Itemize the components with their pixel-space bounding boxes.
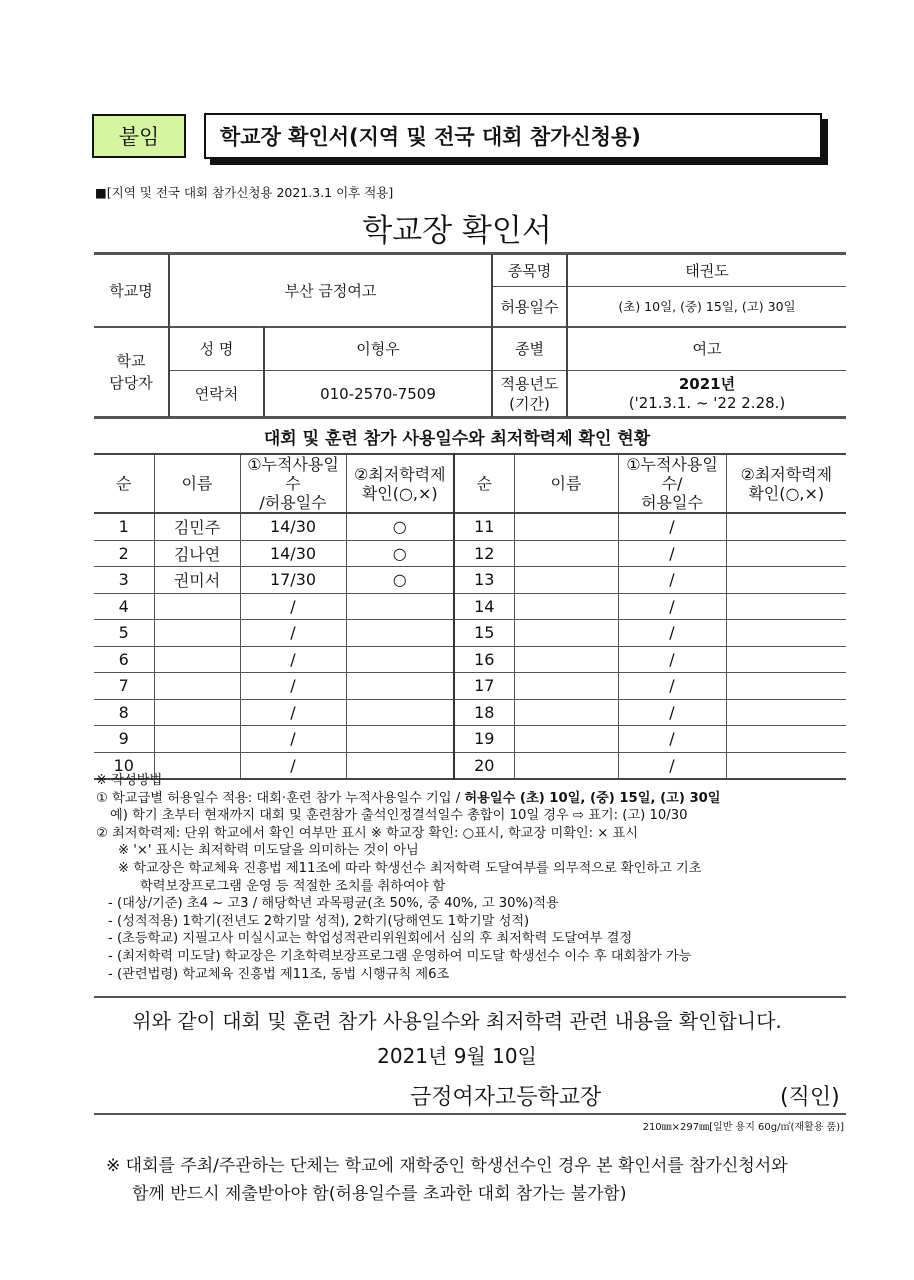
cell-no-2: 18 [454,699,514,726]
table-row [94,673,846,700]
note-7: - (초등학교) 지필고사 미실시교는 학업성적관리위원회에서 심의 후 최저학력 도달여부 결정 [108,931,633,947]
note-1 [96,790,856,808]
header-no-2: 순 [454,454,514,513]
principal-name: 금정여자고등학교장 [410,1085,602,1110]
document-title-box [204,113,822,159]
note-1-bold: 허용일수 (초) 10일, (중) 15일, (고) 30일 [464,790,721,806]
cell-name: 김나연 [154,540,240,567]
cell-no: 9 [94,726,154,753]
cell-no: 2 [94,540,154,567]
header-name-2: 이름 [514,454,618,513]
note-8: - (최저학력 미도달) 학교장은 기초학력보장프로그램 운영하여 미도달 학생선수 이수 후 대회참가 가능 [108,948,692,964]
students-table [94,453,846,780]
year-value: 2021년 [678,374,736,393]
cell-name-2 [514,567,618,594]
cell-name: 권미서 [154,567,240,594]
footer-line-1: ※ 대회를 주최/주관하는 단체는 학교에 재학중인 학생선수인 경우 본 확인서를 참가신청서와 [106,1156,788,1176]
cell-no: 4 [94,593,154,620]
cell-no-2: 20 [454,752,514,779]
table-row [94,646,846,673]
cell-days-2: / [618,699,726,726]
attachment-tag-label: 붙임 [118,125,160,149]
header-days-2: ①누적사용일수/ 허용일수 [618,454,726,513]
year-label: 적용년도 (기간) [492,371,567,417]
year-cell [567,371,846,417]
cell-check [346,699,454,726]
cell-check-2 [726,540,846,567]
cell-no-2: 13 [454,567,514,594]
days-label: 허용일수 [492,287,567,327]
cell-days: / [240,673,346,700]
cell-check-2 [726,726,846,753]
contact-value: 010-2570-7509 [264,371,492,417]
cell-no-2: 11 [454,513,514,540]
attachment-tag [92,114,186,158]
cell-days: / [240,620,346,647]
cell-no: 7 [94,673,154,700]
cell-days-2: / [618,567,726,594]
gender-label: 종별 [492,327,567,371]
sport-value: 태권도 [567,255,846,287]
note-2: ② 최저학력제: 단위 학교에서 확인 여부만 표시 ※ 학교장 확인: ○표시, 학교장 미확인: × 표시 [96,825,639,841]
cell-name-2 [514,646,618,673]
cell-check-2 [726,646,846,673]
cell-name-2 [514,593,618,620]
note-4b: 학력보장프로그램 운영 등 적절한 조치를 취하여야 함 [140,878,446,894]
cell-name-2 [514,513,618,540]
cell-days-2: / [618,620,726,647]
cell-days: / [240,752,346,779]
cell-days-2: / [618,673,726,700]
cell-no-2: 14 [454,593,514,620]
cell-no-2: 16 [454,646,514,673]
cell-name-2 [514,540,618,567]
table-header-row [94,454,846,513]
cell-name [154,620,240,647]
cell-check-2 [726,513,846,540]
notes-bottom-border [94,996,846,998]
cell-check [346,593,454,620]
note-6: - (성적적용) 1학기(전년도 2학기말 성적), 2학기(당해연도 1학기말 성적) [108,913,530,929]
cell-check: ○ [346,567,454,594]
confirm-text: 위와 같이 대회 및 훈련 참가 사용일수와 최저학력 관련 내용을 확인합니다. [132,1009,782,1033]
signature-bottom-border [94,1113,846,1115]
table-row [94,540,846,567]
header-no: 순 [94,454,154,513]
cell-days: / [240,726,346,753]
cell-no: 10 [94,752,154,779]
date-text: 2021년 9월 10일 [377,1044,537,1068]
info-bottom-border [94,417,846,419]
cell-days-2: / [618,726,726,753]
cell-name [154,699,240,726]
cell-days: 17/30 [240,567,346,594]
cell-no: 1 [94,513,154,540]
cell-check [346,673,454,700]
cell-check-2 [726,593,846,620]
section-title: 대회 및 훈련 참가 사용일수와 최저학력제 확인 현황 [263,429,651,449]
contact-label: 연락처 [169,371,264,417]
note-3: ※ '×' 표시는 최저학력 미도달을 의미하는 것이 아님 [118,843,419,859]
name-label: 성 명 [169,327,264,371]
note-9: - (관련법령) 학교체육 진흥법 제11조, 동법 시행규칙 제6조 [108,966,450,982]
cell-days-2: / [618,646,726,673]
cell-days: / [240,699,346,726]
cell-days-2: / [618,540,726,567]
cell-days: / [240,593,346,620]
header-check: ②최저학력제 확인(○,×) [346,454,454,513]
header-check-2: ②최저학력제 확인(○,×) [726,454,846,513]
table-row [94,699,846,726]
cell-check: ○ [346,540,454,567]
note-5: - (대상/기준) 초4 ~ 고3 / 해당학년 과목평균(초 50%, 중 40%, 고 30%)적용 [108,896,559,912]
cell-check: ○ [346,513,454,540]
header-days: ①누적사용일수 /허용일수 [240,454,346,513]
main-title: 학교장 확인서 [362,213,552,249]
cell-days-2: / [618,593,726,620]
cell-name-2 [514,699,618,726]
instructions [96,772,856,983]
apply-note: ■[지역 및 전국 대회 참가신청용 2021.3.1 이후 적용] [95,185,394,200]
footer-note [106,1152,788,1208]
seal-label: (직인) [780,1085,840,1110]
sport-label: 종목명 [492,255,567,287]
cell-no-2: 19 [454,726,514,753]
paper-spec: 210㎜×297㎜[일반 용지 60g/㎡(재활용 품)] [642,1122,844,1133]
school-label: 학교명 [94,255,169,327]
cell-check [346,726,454,753]
gender-value: 여고 [567,327,846,371]
name-value: 이형우 [264,327,492,371]
cell-check-2 [726,567,846,594]
table-row [94,620,846,647]
cell-check-2 [726,673,846,700]
note-4: ※ 학교장은 학교체육 진흥법 제11조에 따라 학생선수 최저학력 도달여부를 의무적으로 확인하고 기초 [118,860,702,876]
footer-line-2: 함께 반드시 제출받아야 함(허용일수를 초과한 대회 참가는 불가함) [132,1184,627,1204]
manager-label: 학교 담당자 [94,327,169,417]
cell-days: 14/30 [240,513,346,540]
cell-no-2: 15 [454,620,514,647]
cell-check [346,646,454,673]
info-table [94,254,846,417]
notes-title: ※ 작성방법 [96,773,163,788]
cell-name-2 [514,726,618,753]
cell-check-2 [726,699,846,726]
cell-name [154,646,240,673]
table-row [94,593,846,620]
table-row [94,726,846,753]
cell-days: / [240,646,346,673]
cell-no: 6 [94,646,154,673]
cell-no: 8 [94,699,154,726]
cell-no-2: 12 [454,540,514,567]
cell-name-2 [514,620,618,647]
cell-check [346,620,454,647]
note-1-text: ① 학교급별 허용일수 적용: 대회·훈련 참가 누적사용일수 기입 / [96,790,465,806]
cell-name: 김민주 [154,513,240,540]
cell-name-2 [514,673,618,700]
table-row [94,567,846,594]
cell-name [154,726,240,753]
table-row [94,513,846,540]
cell-name [154,593,240,620]
cell-days-2: / [618,752,726,779]
cell-days-2: / [618,513,726,540]
school-value: 부산 금정여고 [169,255,492,327]
cell-no: 5 [94,620,154,647]
cell-name [154,673,240,700]
note-1-example: 예) 학기 초부터 현재까지 대회 및 훈련참가 출석인정결석일수 총합이 10일 경우 ⇨ 표기: (고) 10/30 [110,808,688,824]
days-value: (초) 10일, (중) 15일, (고) 30일 [567,287,846,327]
cell-days: 14/30 [240,540,346,567]
cell-no: 3 [94,567,154,594]
period-value: ('21.3.1. ~ '22 2.28.) [628,393,786,412]
cell-no-2: 17 [454,673,514,700]
header-name: 이름 [154,454,240,513]
document-title: 학교장 확인서(지역 및 전국 대회 참가신청용) [220,125,641,149]
cell-check-2 [726,620,846,647]
